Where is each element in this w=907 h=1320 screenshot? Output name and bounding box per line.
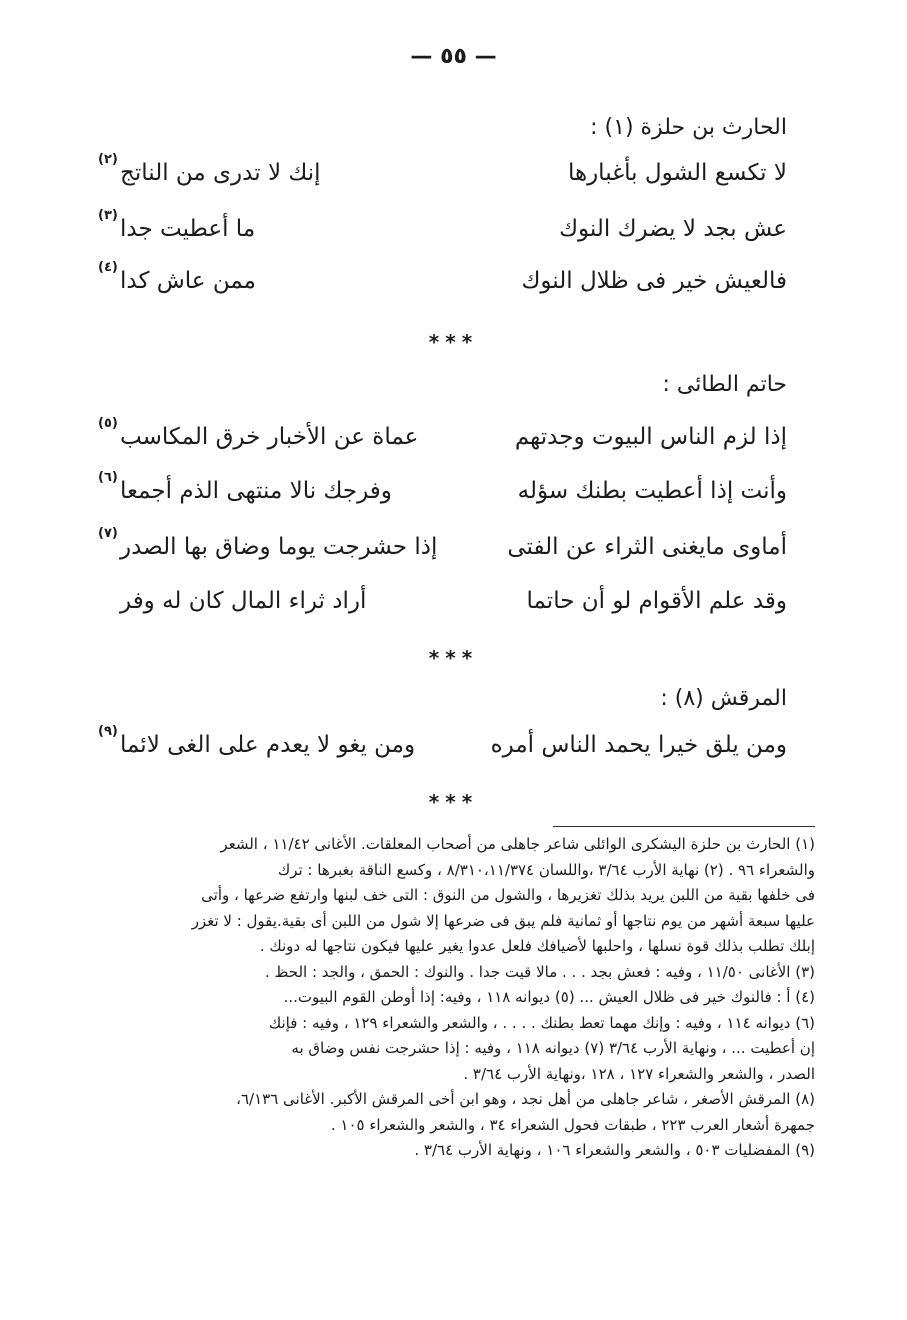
footnote xyxy=(93,960,815,986)
section-separator: *** xyxy=(428,790,479,814)
verse-first-hemistich: ومن يلق خيرا يحمد الناس أمره xyxy=(490,732,787,758)
verse-second-hemistich: وفرجك نالا منتهى الذم أجمعا xyxy=(120,478,392,504)
verse-line xyxy=(98,416,787,464)
page-number: — ٥٥ — xyxy=(410,44,497,69)
footnote-ref: (٩) xyxy=(98,724,118,739)
verse-line xyxy=(98,470,787,518)
footnote-line: والشعراء ٩٦ . (٢) نهاية الأرب ٣/٦٤ ،واللسان ٨/٣١٠،١١/٣٧٤ ، وكسع الناقة بغبرها : ترك xyxy=(277,860,815,879)
footnote-ref: (٣) xyxy=(98,208,118,223)
verse-second-hemistich: إنك لا تدرى من الناتج xyxy=(120,160,321,186)
footnote xyxy=(93,1087,815,1138)
footnote xyxy=(93,985,815,1011)
verse-line xyxy=(98,208,787,256)
verse-first-hemistich: وأنت إذا أعطيت بطنك سؤله xyxy=(517,478,787,504)
footnote xyxy=(93,1138,815,1164)
footnote-line: (٦) ديوانه ١١٤ ، وفيه : وإنك مهما تعط بطنك . . . . ، والشعر والشعراء ١٢٩ ، وفيه : فإنك xyxy=(268,1013,815,1032)
footnote-rule xyxy=(553,826,815,827)
verse-second-hemistich: إذا حشرجت يوما وضاق بها الصدر xyxy=(120,534,438,560)
verse-first-hemistich: فالعيش خير فى ظلال النوك xyxy=(521,268,787,294)
footnote-line: الصدر ، والشعر والشعراء ١٢٧ ، ١٢٨ ،ونهاية الأرب ٣/٦٤ . xyxy=(463,1064,815,1083)
verse-line xyxy=(98,526,787,574)
footnote-line: جمهرة أشعار العرب ٢٢٣ ، طبقات فحول الشعراء ٣٤ ، والشعر والشعراء ١٠٥ . xyxy=(330,1115,815,1134)
footnote-ref: (٧) xyxy=(98,526,118,541)
verse-second-hemistich: ومن يغو لا يعدم على الغى لائما xyxy=(120,732,416,758)
footnote-line: إبلك تطلب بذلك قوة نسلها ، واحلبها لأضيافك فلعل عدوا يغير عليها فيكون نتاجها له دونك . xyxy=(259,937,815,955)
verse-line xyxy=(98,260,787,308)
verse-first-hemistich: أماوى مايغنى الثراء عن الفتى xyxy=(507,534,787,560)
footnote-ref: (٤) xyxy=(98,260,118,275)
verse-line xyxy=(98,152,787,200)
footnote-line: عليها سبعة أشهر من يوم نتاجها أو ثمانية فلم يبق فى ضرعها إلا شول من اللبن أى بقية.يقول : لا تغزر xyxy=(191,911,815,930)
verse-second-hemistich: ما أعطيت جدا xyxy=(120,216,256,242)
section-separator: *** xyxy=(428,330,479,354)
verse-second-hemistich: عماة عن الأخبار خرق المكاسب xyxy=(120,424,419,450)
footnote-line: (١) الحارث بن حلزة اليشكرى الوائلى شاعر جاهلى من أصحاب المعلقات. الأغانى ١١/٤٢ ، الشعر xyxy=(220,835,815,853)
footnote-ref: (٦) xyxy=(98,470,118,485)
footnote-line: (٨) المرقش الأصغر ، شاعر جاهلى من أهل نجد ، وهو ابن أخى المرقش الأكبر. الأغانى ٦/١٣٦، xyxy=(236,1090,815,1108)
footnote xyxy=(93,1011,815,1088)
footnote-line: (٩) المفضليات ٥٠٣ ، والشعر والشعراء ١٠٦ ، ونهاية الأرب ٣/٦٤ . xyxy=(414,1141,815,1159)
verse-line xyxy=(98,724,787,772)
verse-first-hemistich: إذا لزم الناس البيوت وجدتهم xyxy=(514,424,787,450)
footnotes xyxy=(93,832,815,1164)
verse-second-hemistich: أراد ثراء المال كان له وفر xyxy=(120,588,367,614)
verse-first-hemistich: وقد علم الأقوام لو أن حاتما xyxy=(526,588,787,614)
verse-first-hemistich: لا تكسع الشول بأغبارها xyxy=(567,160,787,186)
poet-heading: الحارث بن حلزة (١) : xyxy=(590,115,787,140)
footnote-ref: (٥) xyxy=(98,416,118,431)
verse-first-hemistich: عش بجد لا يضرك النوك xyxy=(559,216,787,242)
verse-line xyxy=(120,588,787,628)
footnote-line: إن أعطيت ... ، ونهاية الأرب ٣/٦٤ (٧) ديوانه ١١٨ ، وفيه : إذا حشرجت نفس وضاق به xyxy=(291,1039,815,1057)
poet-heading: حاتم الطائى : xyxy=(662,372,787,397)
footnote-ref: (٢) xyxy=(98,152,118,167)
footnote xyxy=(93,832,815,960)
poet-heading: المرقش (٨) : xyxy=(660,686,787,711)
footnote-line: (٤) أ : فالنوك خير فى ظلال العيش ... (٥) ديوانه ١١٨ ، وفيه: إذا أوطن القوم البيوت... xyxy=(283,988,815,1006)
section-separator: *** xyxy=(428,646,479,670)
footnote-line: فى خلفها بقية من اللبن يريد بذلك تغزيرها ، والشول من النوق : التى خف لبنها وارتفع ضرعها ، وأتى xyxy=(201,886,815,904)
footnote-line: (٣) الأغانى ١١/٥٠ ، وفيه : فعش بجد . . . مالا قيت جدا . والنوك : الحمق ، والجد : الحظ . xyxy=(264,962,815,981)
verse-second-hemistich: ممن عاش كدا xyxy=(120,268,256,294)
